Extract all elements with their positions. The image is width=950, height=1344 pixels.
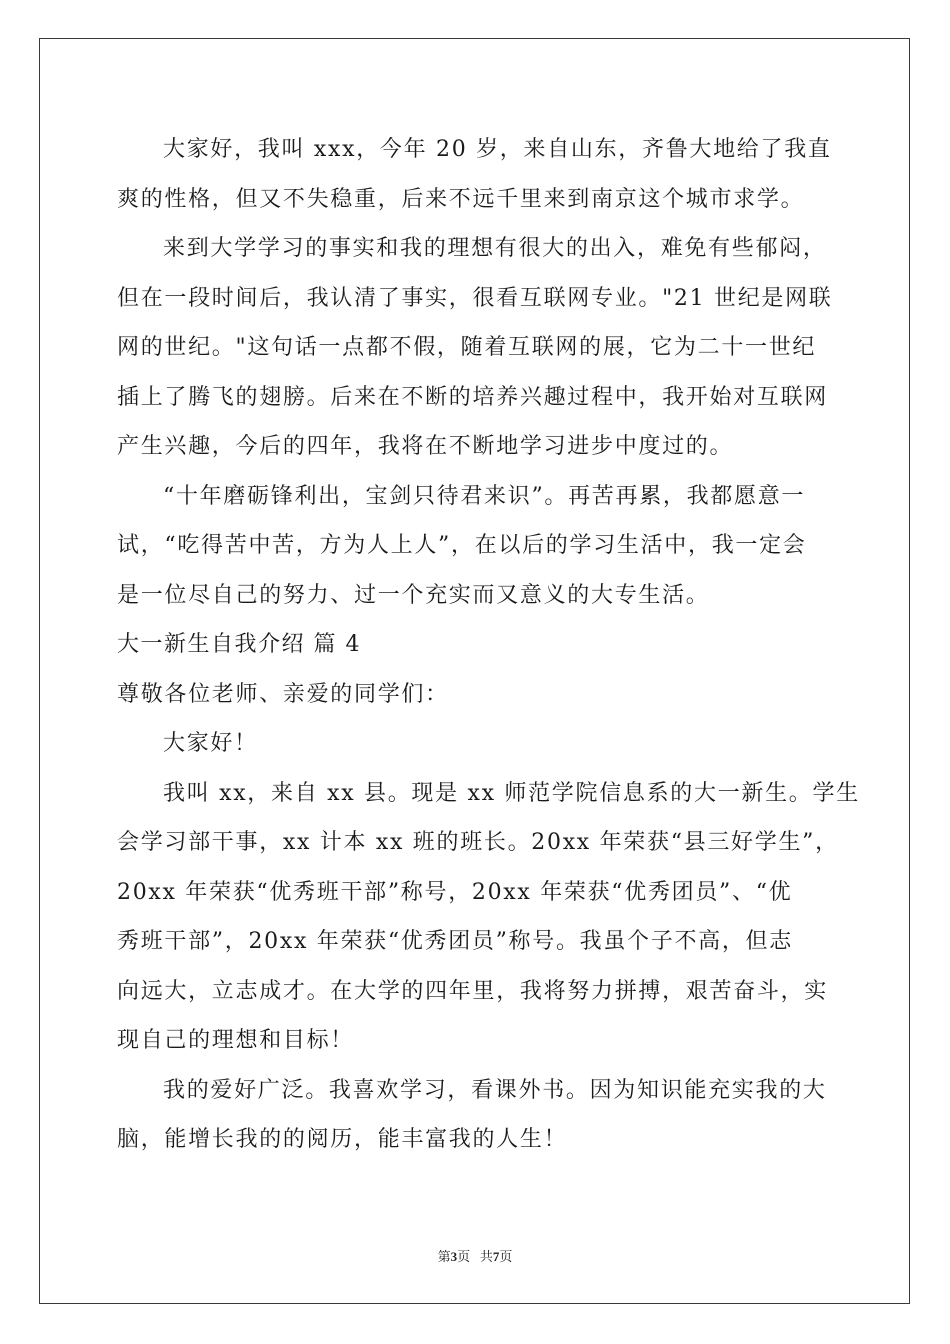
page-suffix: 页: [457, 1249, 471, 1264]
text-line: 来到大学学习的事实和我的理想有很大的出入，难免有些郁闷，: [163, 236, 827, 261]
text-line: 是一位尽自己的努力、过一个充实而又意义的大专生活。: [117, 582, 710, 608]
page-footer: [0, 1246, 950, 1265]
text-line: 产生兴趣，今后的四年，我将在不断地学习进步中度过的。: [117, 434, 734, 459]
total-suffix: 页: [499, 1249, 513, 1264]
text-line: 向远大，立志成才。在大学的四年里，我将努力拼搏，艰苦奋斗，实: [117, 978, 829, 1004]
text-line: 我叫 xx，来自 xx 县。现是 xx 师范学院信息系的大一新生。学生: [163, 780, 860, 806]
text-line: 20xx 年荣获“优秀班干部”称号，20xx 年荣获“优秀团员”、“优: [117, 879, 793, 905]
total-pages: 7: [492, 1249, 500, 1264]
text-line: 网的世纪。"这句话一点都不假，随着互联网的展，它为二十一世纪: [117, 335, 817, 360]
text-line: “十年磨砺锋利出，宝剑只待君来识”。再苦再累，我都愿意一: [163, 483, 806, 509]
text-line: 试，“吃得苦中苦，方为人上人”，在以后的学习生活中，我一定会: [117, 533, 807, 558]
text-line: 现自己的理想和目标！: [117, 1028, 355, 1053]
text-line: 爽的性格，但又不失稳重，后来不远千里来到南京这个城市求学。: [117, 186, 805, 212]
document-body: [117, 125, 860, 1165]
text-line: 秀班干部”，20xx 年荣获“优秀团员”称号。我虽个子不高，但志: [117, 929, 793, 954]
page-number: 3: [450, 1249, 458, 1264]
text-line: 会学习部干事，xx 计本 xx 班的班长。20xx 年荣获“县三好学生”，: [117, 830, 839, 855]
section-heading: 大一新生自我介绍 篇 4: [117, 632, 361, 657]
text-line: 我的爱好广泛。我喜欢学习，看课外书。因为知识能充实我的大: [163, 1077, 827, 1103]
text-line: 大家好！: [163, 731, 258, 756]
text-line: 但在一段时间后，我认清了事实，很看互联网专业。"21 世纪是网联: [117, 285, 833, 311]
total-prefix: 共: [479, 1249, 493, 1264]
page-prefix: 第: [437, 1249, 451, 1264]
text-line: 插上了腾飞的翅膀。后来在不断的培养兴趣过程中，我开始对互联网: [117, 384, 829, 410]
text-line: 脑，能增长我的的阅历，能丰富我的人生！: [117, 1127, 568, 1152]
text-line: 大家好，我叫 xxx，今年 20 岁，来自山东，齐鲁大地给了我直: [163, 137, 832, 162]
salutation: 尊敬各位老师、亲爱的同学们：: [117, 681, 449, 707]
